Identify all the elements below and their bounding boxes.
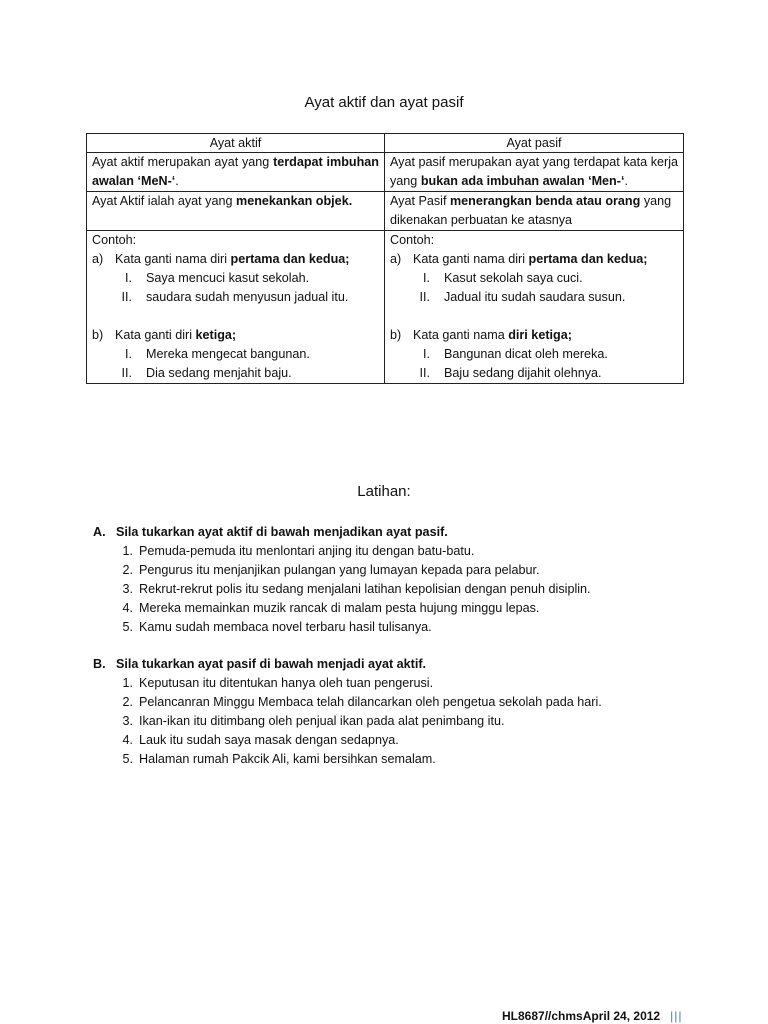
list-marker: I. xyxy=(423,347,430,361)
header-ayat-aktif: Ayat aktif xyxy=(87,134,385,153)
list-marker: II. xyxy=(419,290,430,304)
example-sentence: Kasut sekolah saya cuci. xyxy=(444,271,583,285)
exercise-section-a xyxy=(93,523,713,637)
page-title: Ayat aktif dan ayat pasif xyxy=(304,94,464,111)
item-number: 5. xyxy=(122,752,133,766)
table-row xyxy=(87,153,684,192)
item-text: Rekrut-rekrut polis itu sedang menjalani latihan kepolisian dengan penuh disiplin. xyxy=(139,582,591,596)
item-number: 4. xyxy=(122,601,133,615)
section-instruction: Sila tukarkan ayat aktif di bawah menjadikan ayat pasif. xyxy=(116,525,448,539)
item-number: 3. xyxy=(122,714,133,728)
example-sentence: Baju sedang dijahit olehnya. xyxy=(444,366,602,380)
list-item xyxy=(92,345,379,364)
pasif-definition-bold: bukan ada imbuhan awalan ‘Men-‘ xyxy=(420,174,625,188)
header-ayat-pasif: Ayat pasif xyxy=(385,134,684,153)
pasif-focus-text: Ayat Pasif xyxy=(390,194,450,208)
item-text: Lauk itu sudah saya masak dengan sedapnya. xyxy=(139,733,399,747)
list-item xyxy=(390,288,678,307)
pasif-focus-end: yang dikenakan perbuatan ke atasnya xyxy=(390,194,672,227)
list-item xyxy=(92,288,379,307)
latihan-heading: Latihan: xyxy=(357,483,411,500)
item-number: 4. xyxy=(122,733,133,747)
item-text: Keputusan itu ditentukan hanya oleh tuan pengerusi. xyxy=(139,676,434,690)
aktif-focus-text: Ayat Aktif ialah ayat yang xyxy=(92,194,236,208)
example-group-label: Kata ganti nama diri ketiga; xyxy=(413,328,572,342)
list-item xyxy=(93,561,713,580)
list-item xyxy=(92,269,379,288)
table-row xyxy=(87,231,684,384)
section-heading xyxy=(93,655,713,674)
list-item xyxy=(93,580,713,599)
aktif-focus-cell xyxy=(87,192,385,231)
item-text: Pengurus itu menjanjikan pulangan yang lumayan kepada para pelabur. xyxy=(139,563,540,577)
list-marker: b) xyxy=(390,328,402,342)
section-heading xyxy=(93,523,713,542)
example-sentence: Jadual itu sudah saudara susun. xyxy=(444,290,626,304)
example-group-label: Kata ganti nama diri pertama dan kedua; xyxy=(115,252,350,266)
aktif-definition-cell xyxy=(87,153,385,192)
example-group-a xyxy=(92,250,379,269)
aktif-definition-end: . xyxy=(175,174,179,188)
item-text: Mereka memainkan muzik rancak di malam pesta hujung minggu lepas. xyxy=(139,601,540,615)
list-marker: II. xyxy=(121,290,132,304)
section-instruction: Sila tukarkan ayat pasif di bawah menjadi ayat aktif. xyxy=(116,657,427,671)
list-item xyxy=(93,542,713,561)
list-item xyxy=(93,750,713,769)
list-item xyxy=(93,731,713,750)
list-marker: II. xyxy=(121,366,132,380)
example-sentence: Saya mencuci kasut sekolah. xyxy=(146,271,310,285)
item-number: 1. xyxy=(122,676,133,690)
list-marker: b) xyxy=(92,328,104,342)
item-number: 2. xyxy=(122,695,133,709)
contoh-label: Contoh: xyxy=(92,233,137,247)
list-marker: II. xyxy=(419,366,430,380)
pasif-definition-end: . xyxy=(624,174,628,188)
example-sentence: Bangunan dicat oleh mereka. xyxy=(444,347,608,361)
pasif-definition-text: Ayat pasif merupakan ayat yang terdapat kata kerja yang xyxy=(390,155,678,188)
example-group-label: Kata ganti diri ketiga; xyxy=(115,328,237,342)
example-sentence: saudara sudah menyusun jadual itu. xyxy=(146,290,349,304)
pasif-examples-cell xyxy=(385,231,684,384)
example-group-label: Kata ganti nama diri pertama dan kedua; xyxy=(413,252,648,266)
example-sentence: Mereka mengecat bangunan. xyxy=(146,347,310,361)
list-marker: I. xyxy=(125,271,132,285)
list-item xyxy=(93,712,713,731)
table-row xyxy=(87,192,684,231)
table-header-row xyxy=(87,134,684,153)
aktif-focus-bold: menekankan objek. xyxy=(236,194,353,208)
item-text: Kamu sudah membaca novel terbaru hasil tulisanya. xyxy=(139,620,432,634)
aktif-examples-cell xyxy=(87,231,385,384)
example-group-a xyxy=(390,250,678,269)
example-sentence: Dia sedang menjahit baju. xyxy=(146,366,292,380)
item-number: 1. xyxy=(122,544,133,558)
item-number: 2. xyxy=(122,563,133,577)
example-group-b xyxy=(390,326,678,345)
list-marker: a) xyxy=(390,252,402,266)
exercise-section-b xyxy=(93,655,713,769)
list-item xyxy=(390,269,678,288)
list-item xyxy=(93,599,713,618)
pasif-focus-bold: menerangkan benda atau orang xyxy=(449,194,641,208)
item-text: Ikan-ikan itu ditimbang oleh penjual ikan pada alat penimbang itu. xyxy=(139,714,505,728)
aktif-definition-text: Ayat aktif merupakan ayat yang xyxy=(92,155,274,169)
list-item xyxy=(93,618,713,637)
item-number: 3. xyxy=(122,582,133,596)
aktif-definition-bold: terdapat imbuhan awalan ‘MeN-‘ xyxy=(92,155,379,188)
list-marker: I. xyxy=(125,347,132,361)
footer-text: HL8687//chmsApril 24, 2012 xyxy=(502,1009,661,1023)
item-text: Pelancanran Minggu Membaca telah dilancarkan oleh pengetua sekolah pada hari. xyxy=(139,695,602,709)
list-marker: a) xyxy=(92,252,104,266)
exercise-list xyxy=(93,674,713,769)
list-item xyxy=(92,364,379,383)
list-item xyxy=(390,364,678,383)
section-marker: A. xyxy=(93,525,106,539)
pasif-definition-cell xyxy=(385,153,684,192)
list-marker: I. xyxy=(423,271,430,285)
item-number: 5. xyxy=(122,620,133,634)
exercise-list xyxy=(93,542,713,637)
footer-bars: ||| xyxy=(670,1009,683,1023)
section-marker: B. xyxy=(93,657,106,671)
comparison-table xyxy=(86,133,684,384)
item-text: Halaman rumah Pakcik Ali, kami bersihkan semalam. xyxy=(139,752,436,766)
contoh-label: Contoh: xyxy=(390,233,435,247)
pasif-focus-cell xyxy=(385,192,684,231)
list-item xyxy=(93,693,713,712)
document-footer xyxy=(502,1009,682,1024)
example-group-b xyxy=(92,326,379,345)
list-item xyxy=(390,345,678,364)
list-item xyxy=(93,674,713,693)
item-text: Pemuda-pemuda itu menlontari anjing itu dengan batu-batu. xyxy=(139,544,475,558)
